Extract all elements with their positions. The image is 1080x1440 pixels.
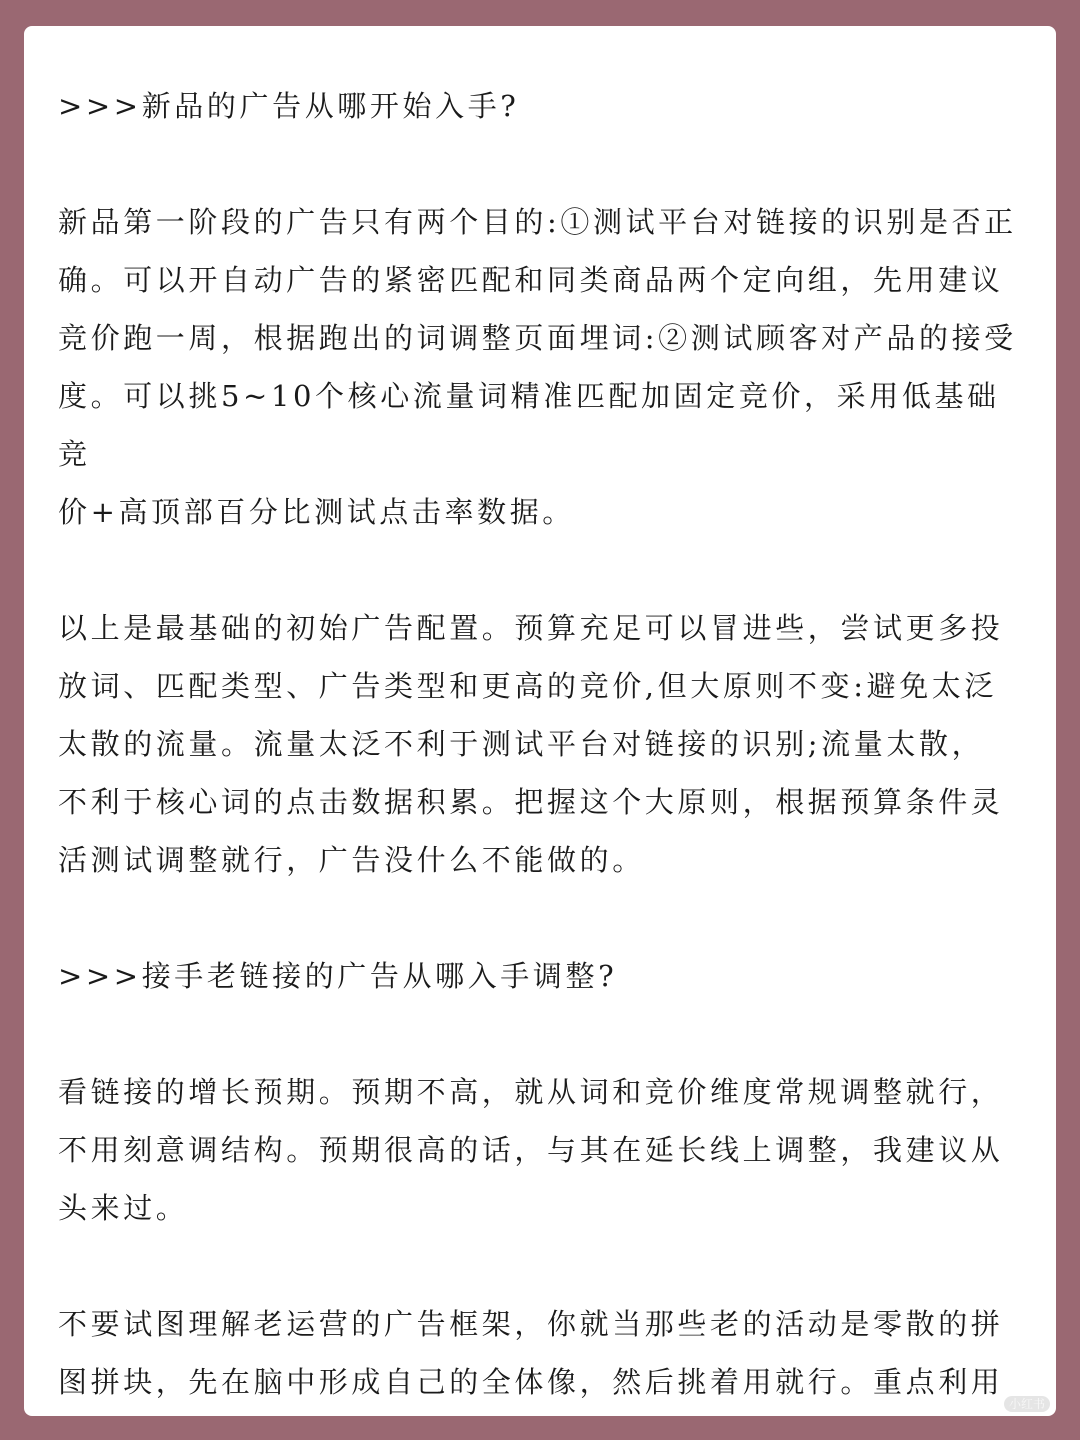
text-line: 看链接的增长预期。预期不高，就从词和竞价维度常规调整就行， — [58, 1075, 1004, 1109]
text-line: 竞价跑一周，根据跑出的词调整页面埋词:②测试顾客对产品的接受 — [58, 321, 1017, 355]
text-line: 图拼块，先在脑中形成自己的全体像，然后挑着用就行。重点利用 — [58, 1365, 1004, 1399]
text-line: 价+高顶部百分比测试点击率数据。 — [58, 495, 575, 529]
text-line: 不要试图理解老运营的广告框架，你就当那些老的活动是零散的拼 — [58, 1307, 1004, 1341]
text-line: 放词、匹配类型、广告类型和更高的竞价,但大原则不变:避免太泛 — [58, 669, 997, 703]
article-body — [58, 77, 1028, 1411]
paragraph-growth-expectation — [58, 1063, 1028, 1237]
spacer — [58, 541, 1028, 599]
text-line: 不用刻意调结构。预期很高的话，与其在延长线上调整，我建议从 — [58, 1133, 1004, 1167]
text-line: 新品第一阶段的广告只有两个目的:①测试平台对链接的识别是否正 — [58, 205, 1017, 239]
spacer — [58, 1237, 1028, 1295]
section-heading-old-listing: >>>接手老链接的广告从哪入手调整? — [58, 959, 618, 993]
paragraph-old-framework — [58, 1295, 1028, 1411]
text-line: 不利于核心词的点击数据积累。把握这个大原则，根据预算条件灵 — [58, 785, 1004, 819]
text-line: 头来过。 — [58, 1191, 189, 1225]
text-line: 以上是最基础的初始广告配置。预算充足可以冒进些，尝试更多投 — [58, 611, 1004, 645]
watermark-logo: 小红书 — [1004, 1396, 1050, 1412]
paragraph-new-product-ads — [58, 193, 1028, 541]
spacer — [58, 1005, 1028, 1063]
section-heading-new-product: >>>新品的广告从哪开始入手? — [58, 89, 520, 123]
text-line: 活测试调整就行，广告没什么不能做的。 — [58, 843, 645, 877]
spacer — [58, 889, 1028, 947]
article-card — [24, 26, 1056, 1416]
spacer — [58, 135, 1028, 193]
text-line: 太散的流量。流量太泛不利于测试平台对链接的识别;流量太散， — [58, 727, 985, 761]
text-line: 确。可以开自动广告的紧密匹配和同类商品两个定向组，先用建议 — [58, 263, 1004, 297]
text-line: 度。可以挑5~10个核心流量词精准匹配加固定竞价，采用低基础竞 — [58, 379, 1000, 471]
paragraph-basic-config — [58, 599, 1028, 889]
